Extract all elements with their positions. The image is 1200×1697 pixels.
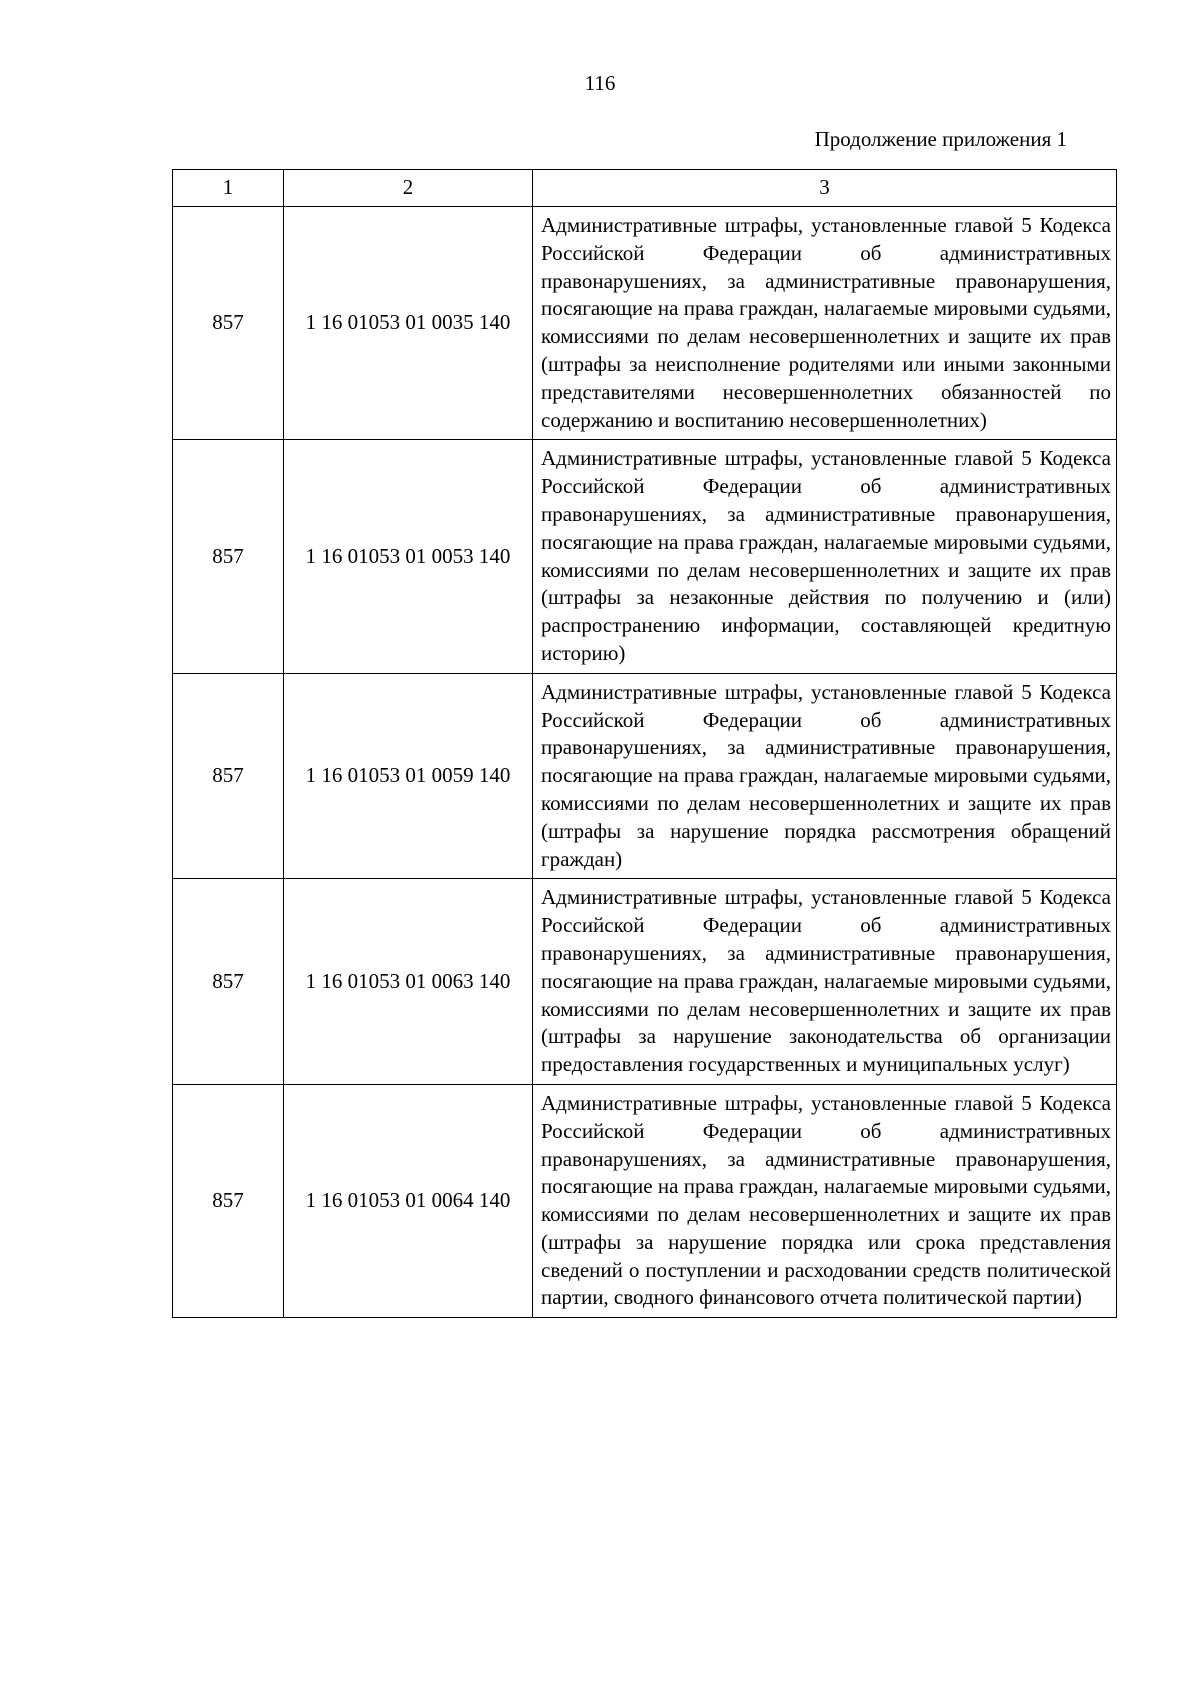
column-header-2: 2: [284, 170, 533, 207]
admin-code-cell: 857: [173, 207, 284, 440]
admin-code-cell: 857: [173, 440, 284, 673]
page-number: 116: [584, 71, 616, 95]
kbk-code-cell: 1 16 01053 01 0064 140: [284, 1084, 533, 1317]
description-cell: Административные штрафы, установленные главой 5 Кодекса Российской Федерации об административных правонарушениях, за административные правонарушения, посягающие на права граждан, налагаемые мировыми судьями, комиссиями по делам несовершеннолетних и защите их прав (штрафы за нарушение порядка рассмотрения обращений граждан): [533, 673, 1117, 879]
continuation-label: Продолжение приложения 1: [814, 127, 1067, 151]
admin-code-cell: 857: [173, 879, 284, 1085]
column-header-3: 3: [533, 170, 1117, 207]
admin-code-cell: 857: [173, 673, 284, 879]
column-header-1: 1: [173, 170, 284, 207]
table-row: [173, 207, 1117, 440]
description-cell: Административные штрафы, установленные главой 5 Кодекса Российской Федерации об административных правонарушениях, за административные правонарушения, посягающие на права граждан, налагаемые мировыми судьями, комиссиями по делам несовершеннолетних и защите их прав (штрафы за незаконные действия по получению и (или) распространению информации, составляющей кредитную историю): [533, 440, 1117, 673]
kbk-code-cell: 1 16 01053 01 0063 140: [284, 879, 533, 1085]
kbk-code-cell: 1 16 01053 01 0059 140: [284, 673, 533, 879]
table-header-row: [173, 170, 1117, 207]
kbk-code-cell: 1 16 01053 01 0035 140: [284, 207, 533, 440]
description-cell: Административные штрафы, установленные главой 5 Кодекса Российской Федерации об административных правонарушениях, за административные правонарушения, посягающие на права граждан, налагаемые мировыми судьями, комиссиями по делам несовершеннолетних и защите их прав (штрафы за неисполнение родителями или иными законными представителями несовершеннолетних обязанностей по содержанию и воспитанию несовершеннолетних): [533, 207, 1117, 440]
table-row: [173, 1084, 1117, 1317]
kbk-code-cell: 1 16 01053 01 0053 140: [284, 440, 533, 673]
table-row: [173, 440, 1117, 673]
description-cell: Административные штрафы, установленные главой 5 Кодекса Российской Федерации об административных правонарушениях, за административные правонарушения, посягающие на права граждан, налагаемые мировыми судьями, комиссиями по делам несовершеннолетних и защите их прав (штрафы за нарушение порядка или срока представления сведений о поступлении и расходовании средств политической партии, сводного финансового отчета политической партии): [533, 1084, 1117, 1317]
revenue-codes-table: [172, 169, 1117, 1318]
table-row: [173, 879, 1117, 1085]
description-cell: Административные штрафы, установленные главой 5 Кодекса Российской Федерации об административных правонарушениях, за административные правонарушения, посягающие на права граждан, налагаемые мировыми судьями, комиссиями по делам несовершеннолетних и защите их прав (штрафы за нарушение законодательства об организации предоставления государственных и муниципальных услуг): [533, 879, 1117, 1085]
admin-code-cell: 857: [173, 1084, 284, 1317]
table-row: [173, 673, 1117, 879]
